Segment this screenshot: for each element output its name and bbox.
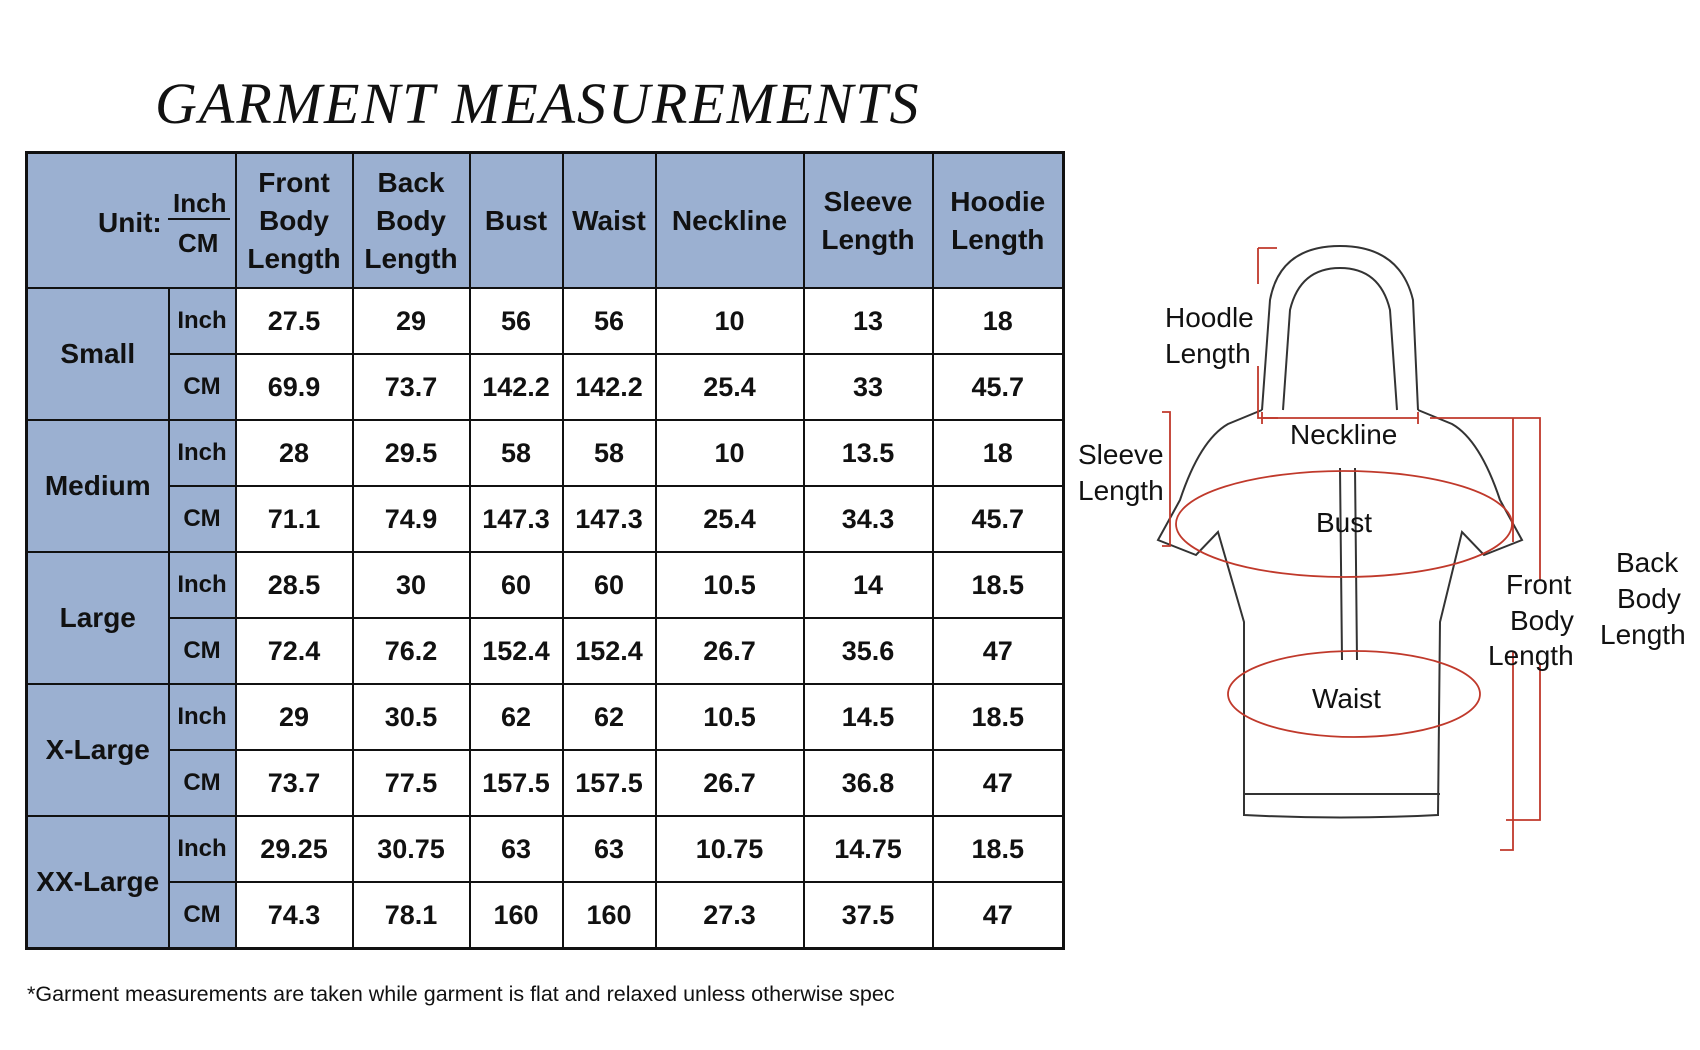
table-cell: 33 [804,354,933,420]
table-cell: 13 [804,288,933,354]
table-cell: 69.9 [236,354,353,420]
table-cell: 160 [563,882,656,949]
table-row [27,552,1064,618]
size-label: Medium [27,420,169,552]
sleeve-length-label-line1: Sleeve [1078,439,1164,470]
table-cell: 37.5 [804,882,933,949]
table-cell: 27.5 [236,288,353,354]
table-cell: 142.2 [563,354,656,420]
table-cell: 14 [804,552,933,618]
hoodle-length-label-line1: Hoodle [1165,302,1254,333]
sleeve-length-label-line2: Length [1078,475,1164,506]
table-cell: 18 [933,288,1064,354]
cm-unit-label: CM [169,750,236,816]
unit-label: Unit: [98,207,162,238]
table-cell: 10.5 [656,684,804,750]
table-cell: 26.7 [656,618,804,684]
table-cell: 18.5 [933,552,1064,618]
table-cell: 30.75 [353,816,470,882]
column-header-waist: Waist [563,153,656,289]
table-cell: 10.75 [656,816,804,882]
bust-label: Bust [1316,507,1373,538]
size-label: Small [27,288,169,420]
table-cell: 73.7 [353,354,470,420]
table-cell: 147.3 [563,486,656,552]
table-cell: 56 [470,288,563,354]
size-chart-table [25,151,1065,950]
table-cell: 160 [470,882,563,949]
table-cell: 45.7 [933,486,1064,552]
table-cell: 62 [563,684,656,750]
table-cell: 58 [563,420,656,486]
table-row [27,486,1064,552]
table-cell: 26.7 [656,750,804,816]
table-cell: 47 [933,750,1064,816]
column-header-hoodie-length: Hoodie Length [933,153,1064,289]
table-cell: 63 [563,816,656,882]
column-header-bust: Bust [470,153,563,289]
inch-unit-label: Inch [169,684,236,750]
table-cell: 152.4 [563,618,656,684]
unit-cm-label: CM [178,228,219,258]
table-row [27,354,1064,420]
table-cell: 29 [236,684,353,750]
column-header-back-body-length: Back Body Length [353,153,470,289]
table-cell: 29.5 [353,420,470,486]
measurement-footnote: *Garment measurements are taken while garment is flat and relaxed unless otherwise spec [27,982,895,1006]
table-cell: 74.3 [236,882,353,949]
table-cell: 60 [563,552,656,618]
inch-unit-label: Inch [169,288,236,354]
table-cell: 10 [656,288,804,354]
table-cell: 142.2 [470,354,563,420]
back-body-length-label-line2: Body [1617,583,1681,614]
front-body-length-label-line2: Body [1510,605,1574,636]
table-cell: 45.7 [933,354,1064,420]
table-cell: 18.5 [933,684,1064,750]
table-cell: 13.5 [804,420,933,486]
table-cell: 47 [933,882,1064,949]
inch-unit-label: Inch [169,816,236,882]
table-cell: 157.5 [470,750,563,816]
neckline-label: Neckline [1290,419,1398,450]
column-header-neckline: Neckline [656,153,804,289]
cm-unit-label: CM [169,486,236,552]
cm-unit-label: CM [169,882,236,949]
table-cell: 34.3 [804,486,933,552]
front-body-length-label-line1: Front [1506,569,1572,600]
table-cell: 71.1 [236,486,353,552]
unit-divider [168,218,230,220]
unit-inch-label: Inch [173,188,227,218]
table-row [27,684,1064,750]
size-table-body [27,288,1064,949]
table-cell: 56 [563,288,656,354]
table-cell: 74.9 [353,486,470,552]
table-cell: 30.5 [353,684,470,750]
table-cell: 76.2 [353,618,470,684]
inch-unit-label: Inch [169,420,236,486]
hoodie-diagram [1070,230,1690,890]
cm-unit-label: CM [169,354,236,420]
table-row [27,618,1064,684]
table-cell: 47 [933,618,1064,684]
table-row [27,816,1064,882]
inch-unit-label: Inch [169,552,236,618]
table-cell: 18 [933,420,1064,486]
table-cell: 28 [236,420,353,486]
table-cell: 25.4 [656,486,804,552]
table-cell: 35.6 [804,618,933,684]
table-cell: 14.75 [804,816,933,882]
table-cell: 36.8 [804,750,933,816]
table-cell: 60 [470,552,563,618]
table-cell: 25.4 [656,354,804,420]
table-cell: 78.1 [353,882,470,949]
page-title: GARMENT MEASUREMENTS [155,71,921,136]
column-header-sleeve-length: Sleeve Length [804,153,933,289]
table-cell: 29 [353,288,470,354]
table-cell: 152.4 [470,618,563,684]
table-cell: 157.5 [563,750,656,816]
table-cell: 28.5 [236,552,353,618]
table-cell: 62 [470,684,563,750]
table-row [27,882,1064,949]
column-header-front-body-length: Front Body Length [236,153,353,289]
table-row [27,420,1064,486]
back-body-length-label-line3: Length [1600,619,1686,650]
size-label: Large [27,552,169,684]
table-cell: 63 [470,816,563,882]
table-cell: 10 [656,420,804,486]
unit-header [27,153,236,289]
table-cell: 77.5 [353,750,470,816]
front-body-length-label-line3: Length [1488,640,1574,671]
size-label: XX-Large [27,816,169,949]
size-label: X-Large [27,684,169,816]
cm-unit-label: CM [169,618,236,684]
table-cell: 147.3 [470,486,563,552]
table-cell: 29.25 [236,816,353,882]
hoodle-length-label-line2: Length [1165,338,1251,369]
table-row [27,750,1064,816]
waist-label: Waist [1312,683,1381,714]
table-cell: 58 [470,420,563,486]
table-cell: 27.3 [656,882,804,949]
table-cell: 18.5 [933,816,1064,882]
table-row [27,288,1064,354]
table-cell: 72.4 [236,618,353,684]
table-cell: 14.5 [804,684,933,750]
table-cell: 30 [353,552,470,618]
table-cell: 10.5 [656,552,804,618]
table-cell: 73.7 [236,750,353,816]
back-body-length-label-line1: Back [1616,547,1679,578]
